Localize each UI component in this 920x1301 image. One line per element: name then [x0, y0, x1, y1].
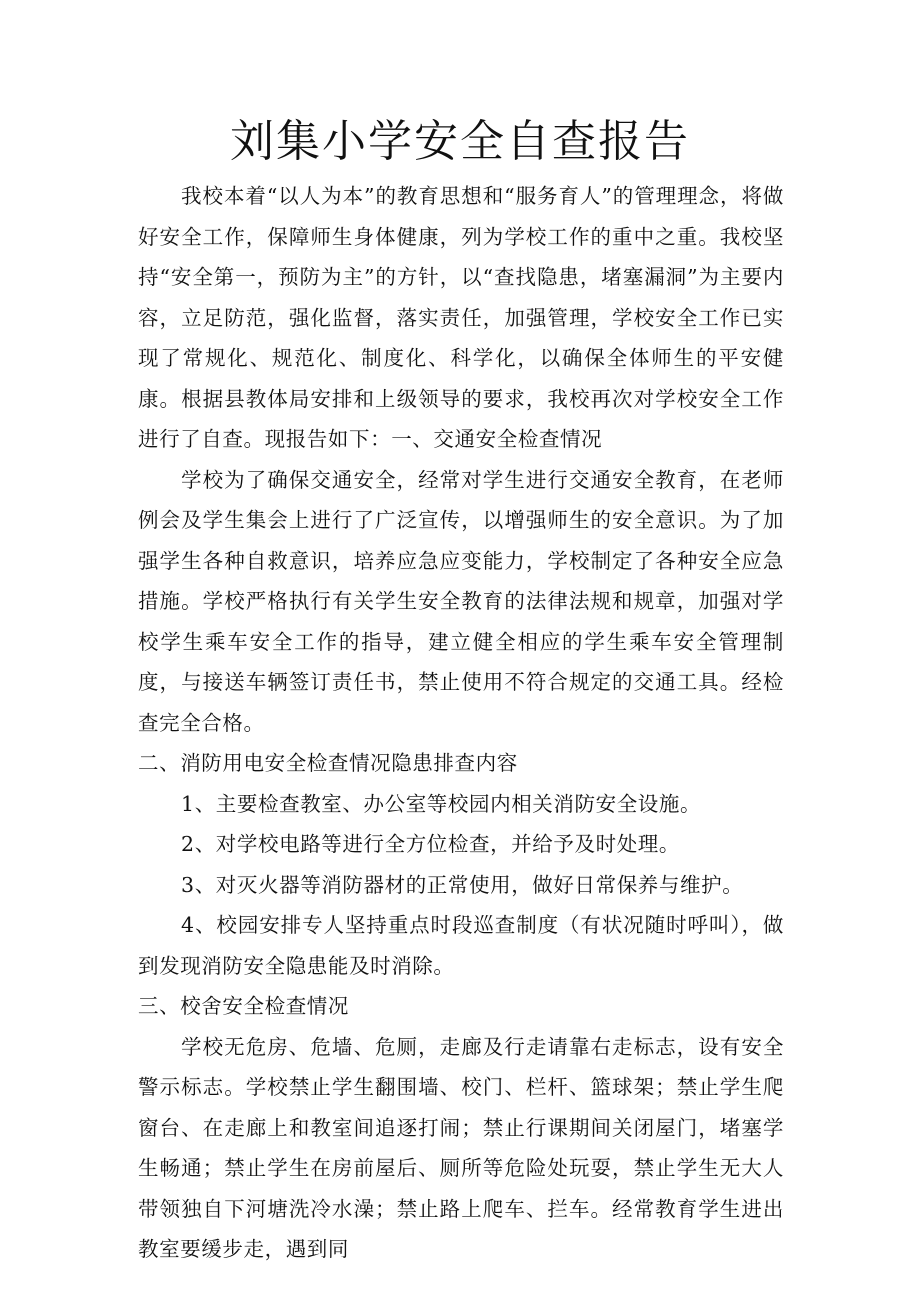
document-title: 刘集小学安全自查报告	[230, 116, 690, 167]
fire-safety-heading: 二、消防用电安全检查情况隐患排查内容	[138, 751, 518, 775]
intro-paragraph: 我校本着“以人为本”的教育思想和“服务育人”的管理理念，将做好安全工作，保障师生身体健康，列为学校工作的重中之重。我校坚持“安全第一，预防为主”的方针，以“查找隐患，堵塞漏洞”为主要内容，立足防范，强化监督，落实责任，加强管理，学校安全工作已实现了常规化、规范化、制度化、科学化，以确保全体师生的平安健康。根据县教体局安排和上级领导的要求，我校再次对学校安全工作进行了自查。现报告如下：一、交通安全检查情况	[138, 184, 784, 451]
building-safety-paragraph: 学校无危房、危墙、危厕，走廊及行走请靠右走标志，设有安全警示标志。学校禁止学生翻围墙、校门、栏杆、篮球架；禁止学生爬窗台、在走廊上和教室间追逐打闹；禁止行课期间关闭屋门，堵塞学生畅通；禁止学生在房前屋后、厕所等危险处玩耍，禁止学生无大人带领独自下河塘洗冷水澡；禁止路上爬车、拦车。经常教育学生进出教室要缓步走，遇到同	[138, 1034, 784, 1261]
fire-safety-item-4: 4、校园安排专人坚持重点时段巡查制度（有状况随时呼叫），做到发现消防安全隐患能及时消除。	[138, 913, 784, 978]
fire-safety-item-3: 3、对灭火器等消防器材的正常使用，做好日常保养与维护。	[181, 872, 744, 897]
building-safety-heading: 三、校舍安全检查情况	[138, 994, 349, 1018]
fire-safety-item-1: 1、主要检查教室、办公室等校园内相关消防安全设施。	[181, 791, 702, 816]
document-body	[138, 176, 784, 1270]
fire-safety-item-2: 2、对学校电路等进行全方位检查，并给予及时处理。	[181, 832, 680, 856]
traffic-safety-paragraph: 学校为了确保交通安全，经常对学生进行交通安全教育，在老师例会及学生集会上进行了广泛宣传，以增强师生的安全意识。为了加强学生各种自救意识，培养应急应变能力，学校制定了各种安全应急措施。学校严格执行有关学生安全教育的法律法规和规章，加强对学校学生乘车安全工作的指导，建立健全相应的学生乘车安全管理制度，与接送车辆签订责任书，禁止使用不符合规定的交通工具。经检查完全合格。	[138, 467, 784, 735]
